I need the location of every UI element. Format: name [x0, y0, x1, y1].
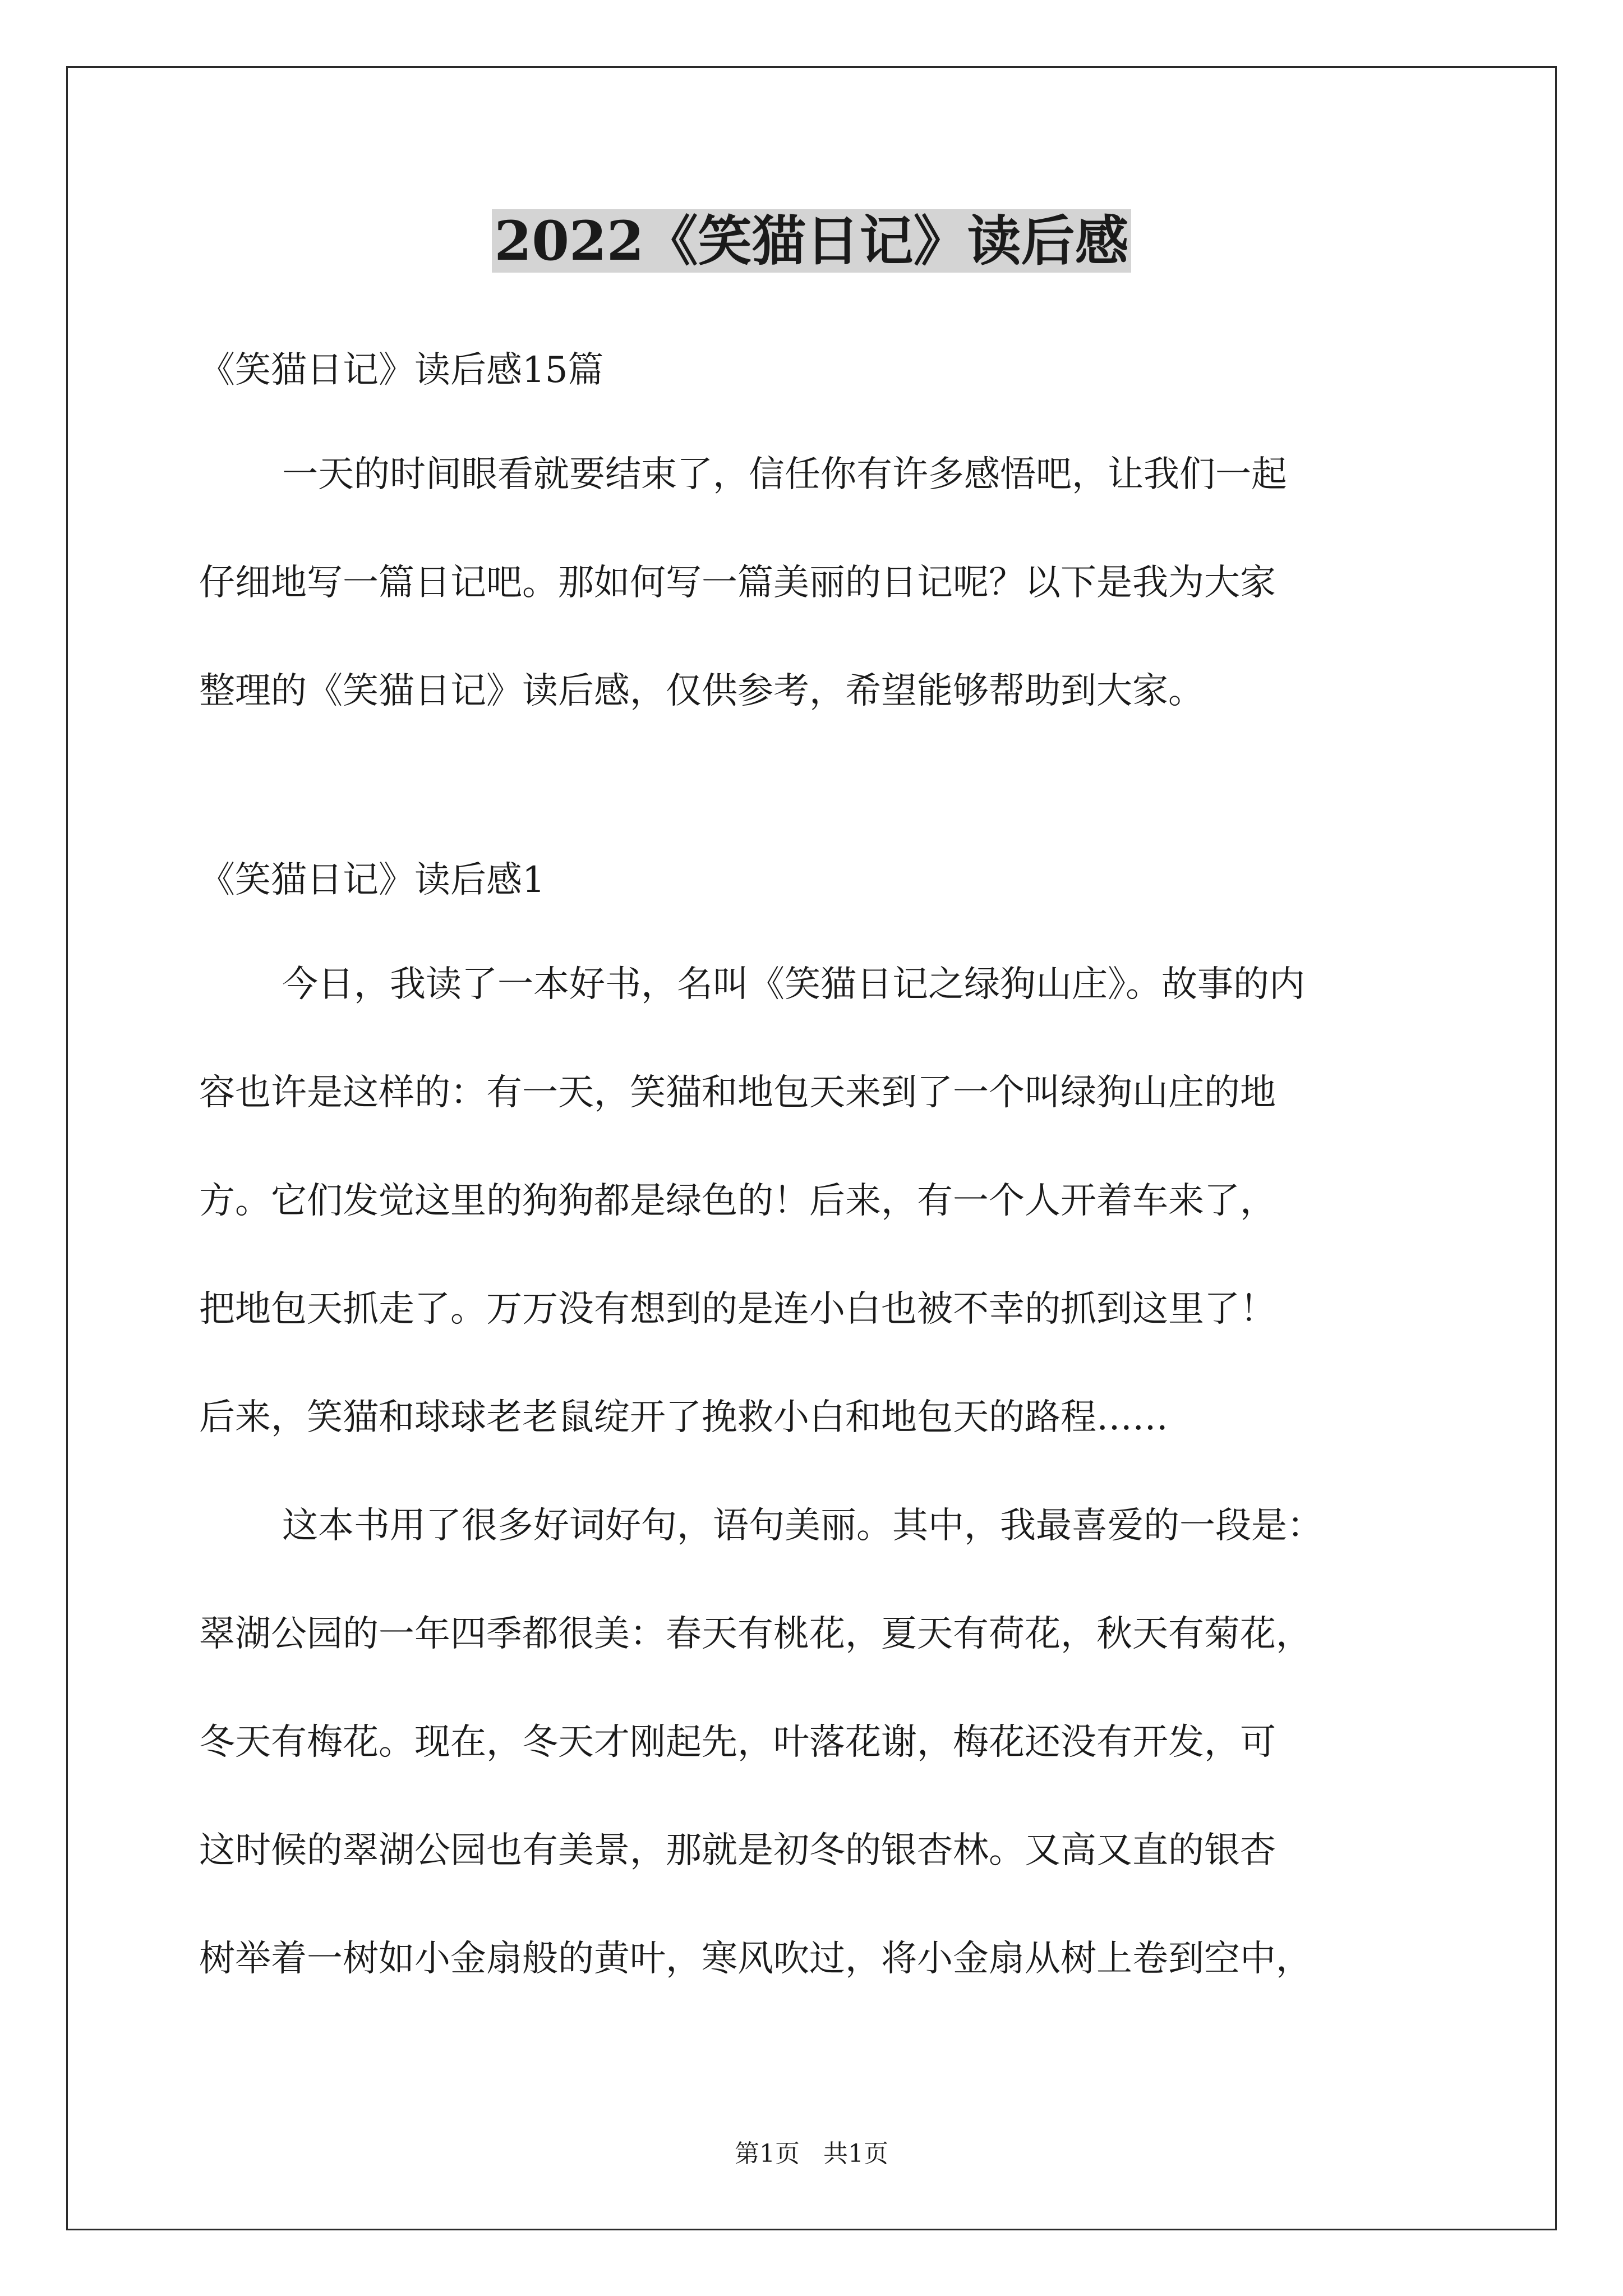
intro-line: 仔细地写一篇日记吧。那如何写一篇美丽的日记呢？以下是我为大家: [199, 562, 1276, 604]
document-title-text: 2022《笑猫日记》读后感: [492, 209, 1131, 273]
paragraph-line: 树举着一树如小金扇般的黄叶，寒风吹过，将小金扇从树上卷到空中，: [199, 1938, 1312, 1980]
intro-line: 整理的《笑猫日记》读后感，仅供参考，希望能够帮助到大家。: [199, 670, 1204, 712]
intro-paragraph: [199, 421, 1455, 746]
paragraph-line: 今日，我读了一本好书，名叫《笑猫日记之绿狗山庄》。故事的内: [282, 964, 1305, 1005]
paragraph-line: 方。它们发觉这里的狗狗都是绿色的！后来，有一个人开着车来了，: [199, 1180, 1276, 1222]
section-heading: 《笑猫日记》读后感1: [199, 859, 545, 901]
paragraph-line: 把地包天抓走了。万万没有想到的是连小白也被不幸的抓到这里了！: [199, 1289, 1276, 1330]
page-footer: 第1页 共1页: [735, 2139, 888, 2168]
paragraph-line: 后来，笑猫和球球老老鼠绽开了挽救小白和地包天的路程……: [199, 1397, 1168, 1438]
paragraph-line: 容也许是这样的：有一天，笑猫和地包天来到了一个叫绿狗山庄的地: [199, 1072, 1276, 1114]
paragraph-line: 这时候的翠湖公园也有美景，那就是初冬的银杏林。又高又直的银杏: [199, 1830, 1276, 1871]
intro-line: 一天的时间眼看就要结束了，信任你有许多感悟吧，让我们一起: [282, 454, 1287, 495]
paragraph-line: 翠湖公园的一年四季都很美：春天有桃花，夏天有荷花，秋天有菊花，: [199, 1613, 1312, 1655]
document-subtitle: 《笑猫日记》读后感15篇: [199, 349, 604, 391]
document-body: [199, 342, 1455, 2013]
paragraph-line: 冬天有梅花。现在，冬天才刚起先，叶落花谢，梅花还没有开发，可: [199, 1722, 1276, 1763]
paragraph-line: 这本书用了很多好词好句，语句美丽。其中，我最喜爱的一段是：: [282, 1505, 1323, 1547]
document-title: [0, 202, 1623, 280]
body-paragraph-2: [199, 1472, 1455, 2013]
body-paragraph-1: [199, 931, 1455, 1472]
